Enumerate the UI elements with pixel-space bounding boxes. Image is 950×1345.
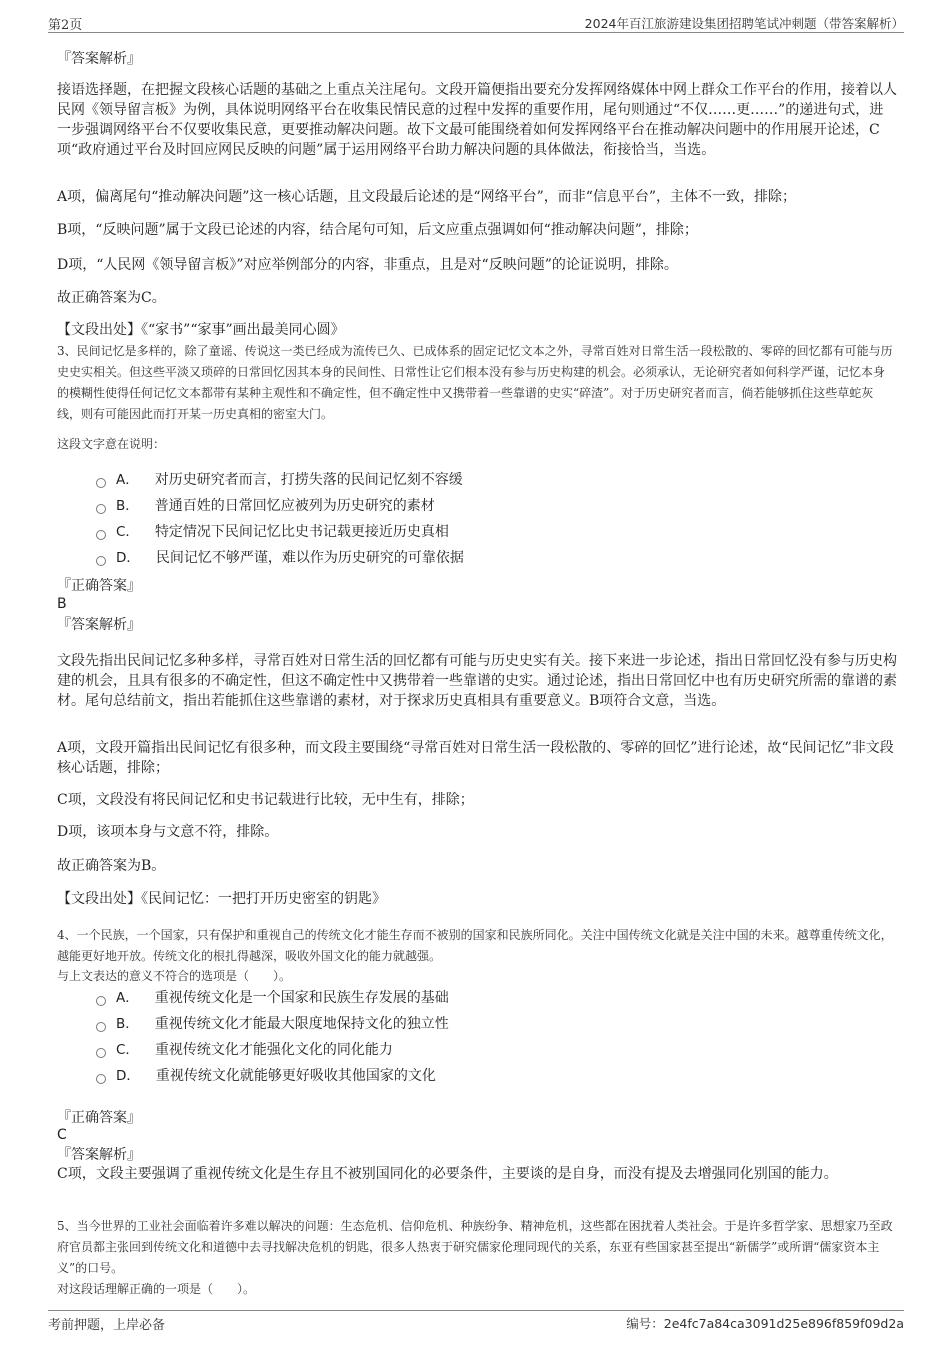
q2-analysis-option-b: B项，“反映问题”属于文段已论述的内容，结合尾句可知，后文应重点强调如何“推动解决问题”，排除； <box>57 222 698 238</box>
q4-correct-label: 『正确答案』 <box>57 1110 141 1126</box>
option-letter: A． <box>116 990 139 1006</box>
q3-analysis-option-d: D项，该项本身与文意不符，排除。 <box>57 824 279 840</box>
radio-icon[interactable] <box>96 504 106 514</box>
q5-stem: 5、当今世界的工业社会面临着许多难以解决的问题：生态危机、信仰危机、种族纷争、精神危机，这些都在困扰着人类社会。于是许多哲学家、思想家乃至政府官员都主张回到传统文化和道德中去寻找解决危机的钥匙，很多人热衷于研究儒家伦理同现代的关系，东亚有些国家甚至提出“新儒学”或所谓“儒家资本主义”的口号。 <box>57 1219 893 1275</box>
option-text: 重视传统文化就能够更好吸收其他国家的文化 <box>155 1068 436 1084</box>
page-footer <box>48 1310 904 1331</box>
q2-analysis-paragraph: 接语选择题，在把握文段核心话题的基础之上重点关注尾句。文段开篇便指出要充分发挥网络媒体中网上群众工作平台的作用，接着以人民网《领导留言板》为例，具体说明网络平台在收集民情民意的过程中发挥的重要作用，尾句则通过“不仅……更……”的递进句式，进一步强调网络平台不仅要收集民意，更要推动解决问题。故下文最可能围绕着如何发挥网络平台在推动解决问题中的作用展开论述，C项“政府通过平台及时回应网民反映的问题”属于运用网络平台助力解决问题的具体做法，衔接恰当，当选。 <box>57 82 897 158</box>
q5-question: 对这段话理解正确的一项是（ ）。 <box>57 1282 256 1296</box>
q3-correct-label: 『正确答案』 <box>57 578 141 594</box>
q4-option-d[interactable] <box>96 1066 436 1086</box>
q2-analysis-option-d: D项，“人民网《领导留言板》”对应举例部分的内容，非重点，且是对“反映问题”的论证说明，排除。 <box>57 257 678 273</box>
option-letter: B． <box>116 1016 139 1032</box>
radio-icon[interactable] <box>96 530 106 540</box>
radio-icon[interactable] <box>96 1074 106 1084</box>
option-letter: C． <box>116 524 139 540</box>
q2-analysis-label: 『答案解析』 <box>57 51 141 67</box>
q3-option-a[interactable] <box>96 470 463 490</box>
q3-stem: 3、民间记忆是多样的，除了童谣、传说这一类已经成为流传已久、已成体系的固定记忆文本之外，寻常百姓对日常生活一段松散的、零碎的回忆都有可能与历史史实相关。但这些平淡又琐碎的日常回忆因其本身的民间性、日常性让它们根本没有参与历史构建的机会。必须承认，无论研究者如何科学严谨，记忆本身的模糊性使得任何记忆文本都带有某种主观性和不确定性，但不确定性中又携带着一些靠谱的史实“碎渣”。对于历史研究者而言，倘若能够抓住这些草蛇灰线，则有可能因此而打开某一历史真相的密室大门。 <box>57 344 893 421</box>
q4-option-c[interactable] <box>96 1040 393 1060</box>
option-letter: B． <box>116 498 139 514</box>
radio-icon[interactable] <box>96 996 106 1006</box>
option-text: 重视传统文化才能最大限度地保持文化的独立性 <box>154 1016 449 1032</box>
radio-icon[interactable] <box>96 1048 106 1058</box>
q3-option-d[interactable] <box>96 548 464 568</box>
q3-conclusion: 故正确答案为B。 <box>57 858 166 874</box>
q4-question: 与上文表达的意义不符合的选项是（ ）。 <box>57 969 292 983</box>
q2-source: 【文段出处】《“家书”“家事”画出最美同心圆》 <box>57 322 345 338</box>
q2-conclusion: 故正确答案为C。 <box>57 290 166 306</box>
option-letter: D． <box>116 550 140 566</box>
q4-stem: 4、一个民族，一个国家，只有保护和重视自己的传统文化才能生存而不被别的国家和民族所同化。关注中国传统文化就是关注中国的未来。越尊重传统文化，越能更好地开放。传统文化的根扎得越深，吸收外国文化的能力就越强。 <box>57 928 893 963</box>
q3-option-b[interactable] <box>96 496 435 516</box>
q3-option-c[interactable] <box>96 522 449 542</box>
document-title: 2024年百江旅游建设集团招聘笔试冲刺题（带答案解析） <box>584 16 904 31</box>
option-text: 普通百姓的日常回忆应被列为历史研究的素材 <box>154 498 435 514</box>
footer-slogan: 考前押题，上岸必备 <box>48 1318 166 1333</box>
option-letter: C． <box>116 1042 139 1058</box>
option-text: 重视传统文化是一个国家和民族生存发展的基础 <box>154 990 449 1006</box>
q3-question: 这段文字意在说明： <box>57 437 166 451</box>
q3-analysis-label: 『答案解析』 <box>57 617 141 633</box>
radio-icon[interactable] <box>96 1022 106 1032</box>
q3-correct-answer: B <box>57 596 67 612</box>
option-text: 特定情况下民间记忆比史书记载更接近历史真相 <box>154 524 449 540</box>
option-text: 对历史研究者而言，打捞失落的民间记忆刻不容缓 <box>154 472 463 488</box>
q3-source: 【文段出处】《民间记忆：一把打开历史密室的钥匙》 <box>57 891 386 907</box>
page-number: 第2页 <box>48 18 83 33</box>
option-text: 重视传统文化才能强化文化的同化能力 <box>154 1042 393 1058</box>
q2-analysis-option-a: A项，偏离尾句“推动解决问题”这一核心话题，且文段最后论述的是“网络平台”，而非“信息平台”，主体不一致，排除； <box>57 189 797 205</box>
q3-analysis-option-a: A项，文段开篇指出民间记忆有很多种，而文段主要围绕“寻常百姓对日常生活一段松散的、零碎的回忆”进行论述，故“民间记忆”非文段核心话题，排除； <box>57 740 894 776</box>
q4-analysis-paragraph: C项，文段主要强调了重视传统文化是生存且不被别国同化的必要条件，主要谈的是自身，而没有提及去增强同化别国的能力。 <box>57 1166 838 1182</box>
option-text: 民间记忆不够严谨，难以作为历史研究的可靠依据 <box>155 550 464 566</box>
option-letter: A． <box>116 472 139 488</box>
q4-analysis-label: 『答案解析』 <box>57 1147 141 1163</box>
q3-analysis-option-c: C项，文段没有将民间记忆和史书记载进行比较，无中生有，排除； <box>57 792 474 808</box>
q3-analysis-paragraph: 文段先指出民间记忆多种多样，寻常百姓对日常生活的回忆都有可能与历史史实有关。接下来进一步论述，指出日常回忆没有参与历史构建的机会，且具有很多的不确定性，但这不确定性中又携带着一些靠谱的史实。通过论述，指出日常回忆中也有历史研究所需的靠谱的素材。尾句总结前文，指出若能抓住这些靠谱的素材，对于探求历史真相具有重要意义。B项符合文意，当选。 <box>57 653 897 709</box>
q4-option-b[interactable] <box>96 1014 449 1034</box>
q4-option-a[interactable] <box>96 988 449 1008</box>
option-letter: D． <box>116 1068 140 1084</box>
footer-code: 编号：2e4fc7a84ca3091d25e896f859f09d2a <box>626 1316 904 1331</box>
radio-icon[interactable] <box>96 478 106 488</box>
q4-correct-answer: C <box>57 1127 67 1143</box>
radio-icon[interactable] <box>96 556 106 566</box>
page-header <box>48 12 904 33</box>
